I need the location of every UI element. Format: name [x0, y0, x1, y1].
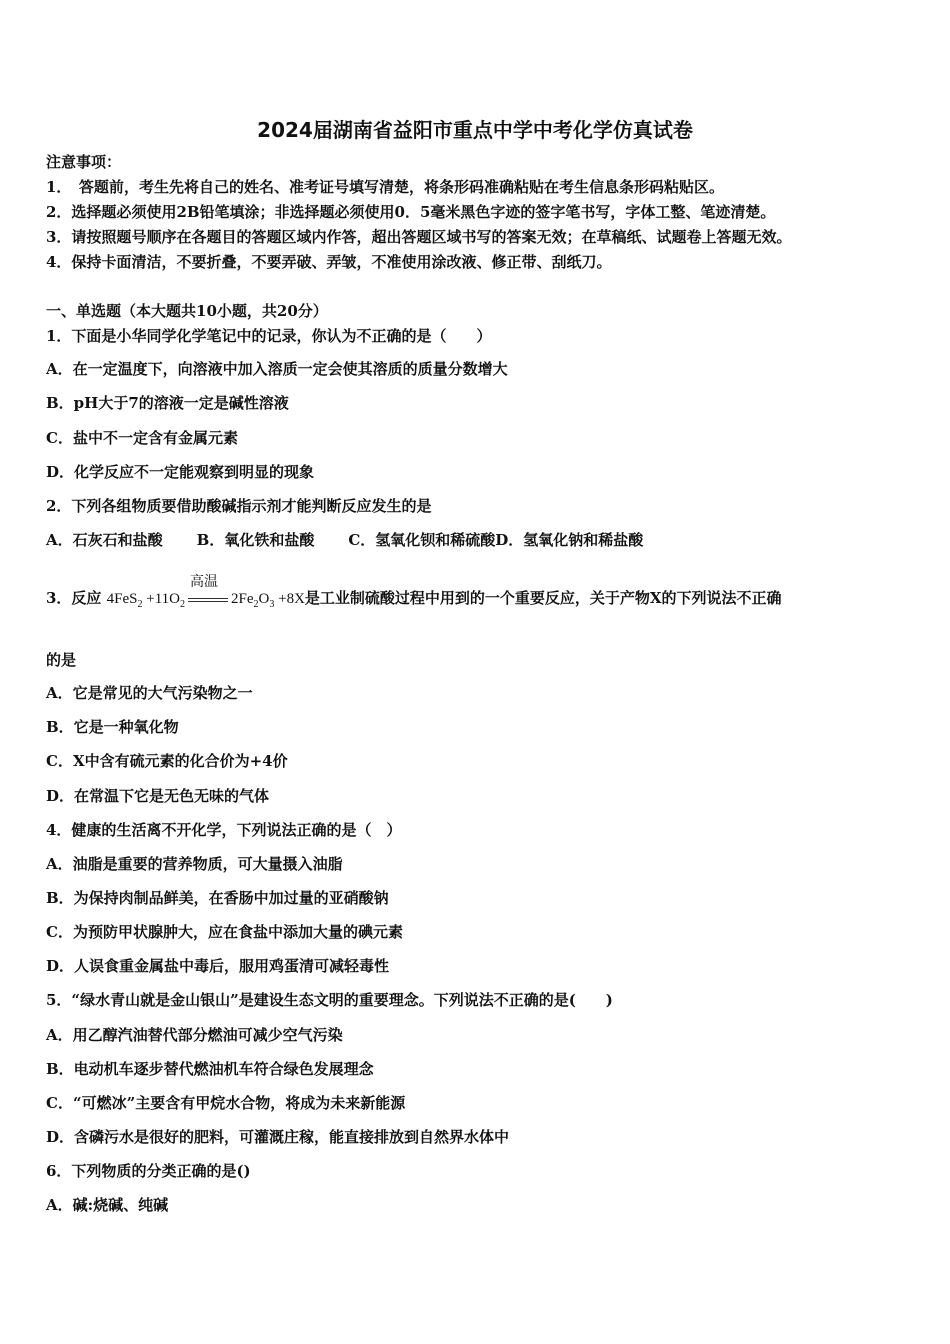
- question-3-stem: 3．反应 $4FeS_2 +11O_2$ 高温 $2Fe_2O_3 +8X$是工业制硫酸过程中用到的一个重要反应，关于产物X的下列说法不正确: [46, 575, 782, 610]
- q1-option-d: D．化学反应不一定能观察到明显的现象: [46, 463, 315, 481]
- q5-option-b: B．电动机车逐步替代燃油机车符合绿色发展理念: [46, 1060, 374, 1078]
- section-heading: 一、单选题（本大题共10小题，共20分）: [46, 302, 328, 320]
- notice-item: 4．保持卡面清洁，不要折叠，不要弄破、弄皱，不准使用涂改液、修正带、刮纸刀。: [46, 253, 612, 271]
- reaction-condition: 高温: [190, 575, 219, 590]
- question-1-stem: 1．下面是小华同学化学笔记中的记录，你认为不正确的是（ ）: [46, 327, 492, 345]
- notice-item: 3．请按照题号顺序在各题目的答题区域内作答，超出答题区域书写的答案无效；在草稿纸、试题卷上答题无效。: [46, 228, 792, 246]
- notice-heading: 注意事项：: [46, 153, 122, 171]
- q6-option-a: A．碱:烧碱、纯碱: [46, 1196, 169, 1214]
- q2-option-c: C．氢氧化钡和稀硫酸: [348, 531, 496, 549]
- chemical-equation: $4FeS_2 +11O_2$ 高温 $2Fe_2O_3 +8X$: [106, 575, 305, 610]
- question-5-stem: 5．“绿水青山就是金山银山”是建设生态文明的重要理念。下列说法不正确的是( ): [46, 991, 613, 1009]
- question-3-continuation: 的是: [46, 651, 77, 669]
- q4-option-a: A．油脂是重要的营养物质，可大量摄入油脂: [46, 855, 343, 873]
- page-title: 2024届湖南省益阳市重点中学中考化学仿真试卷: [257, 118, 693, 142]
- q2-options: [46, 530, 643, 550]
- q3-option-c: C．X中含有硫元素的化合价为+4价: [46, 752, 288, 770]
- q1-option-a: A．在一定温度下，向溶液中加入溶质一定会使其溶质的质量分数增大: [46, 360, 508, 378]
- q2-option-a: A．石灰石和盐酸: [46, 531, 163, 549]
- q1-option-c: C．盐中不一定含有金属元素: [46, 429, 238, 447]
- notice-item: 2．选择题必须使用2B铅笔填涂；非选择题必须使用0．5毫米黑色字迹的签字笔书写，字体工整、笔迹清楚。: [46, 203, 776, 221]
- q4-option-c: C．为预防甲状腺肿大，应在食盐中添加大量的碘元素: [46, 923, 403, 941]
- q3-option-a: A．它是常见的大气污染物之一: [46, 684, 253, 702]
- q3-option-d: D．在常温下它是无色无味的气体: [46, 787, 270, 805]
- q5-option-a: A．用乙醇汽油替代部分燃油可减少空气污染: [46, 1026, 343, 1044]
- question-6-stem: 6．下列物质的分类正确的是(): [46, 1162, 251, 1180]
- q4-option-b: B．为保持肉制品鲜美，在香肠中加过量的亚硝酸钠: [46, 889, 389, 907]
- question-2-stem: 2．下列各组物质要借助酸碱指示剂才能判断反应发生的是: [46, 497, 432, 515]
- q2-option-d: D．氢氧化钠和稀盐酸: [495, 531, 644, 549]
- question-4-stem: 4．健康的生活离不开化学，下列说法正确的是（ ）: [46, 821, 402, 839]
- q5-option-d: D．含磷污水是很好的肥料，可灌溉庄稼，能直接排放到自然界水体中: [46, 1128, 510, 1146]
- q4-option-d: D．人误食重金属盐中毒后，服用鸡蛋清可减轻毒性: [46, 957, 390, 975]
- q1-option-b: B．pH大于7的溶液一定是碱性溶液: [46, 394, 289, 412]
- q2-option-b: B．氧化铁和盐酸: [196, 531, 315, 549]
- notice-item: 1． 答题前，考生先将自己的姓名、准考证号填写清楚，将条形码准确粘贴在考生信息条形码粘贴区。: [46, 178, 724, 196]
- q3-option-b: B．它是一种氧化物: [46, 718, 179, 736]
- q5-option-c: C．“可燃冰”主要含有甲烷水合物，将成为未来新能源: [46, 1094, 406, 1112]
